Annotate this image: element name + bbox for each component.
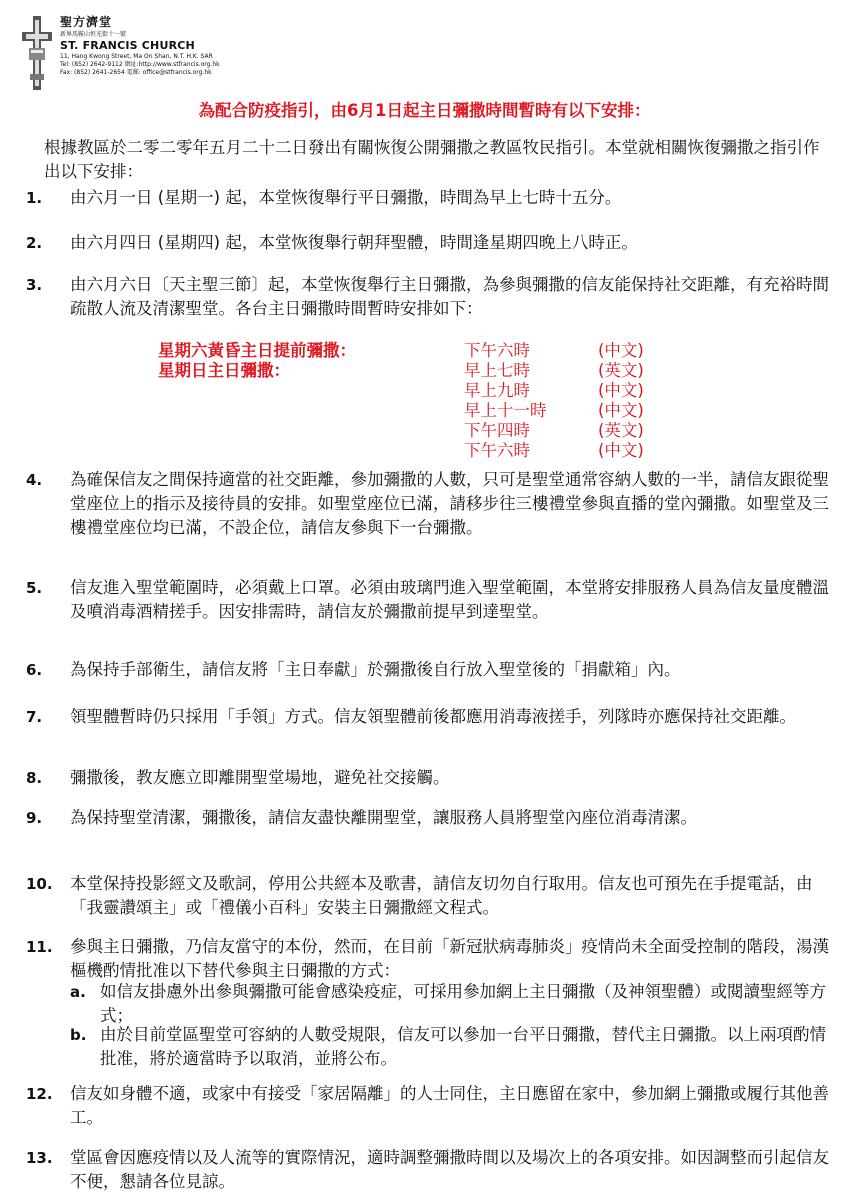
church-chinese-address: 新界馬鞍山恒光街十一號 bbox=[60, 31, 127, 38]
church-english-address: 11, Hang Kwong Street, Ma On Shan, N.T. H.K. SAR bbox=[60, 53, 213, 60]
item-text: 信友進入聖堂範圍時，必須戴上口罩。必須由玻璃門進入聖堂範圍，本堂將安排服務人員為信友量度體溫及噴消毒酒精搓手。因安排需時，請信友於彌撒前提早到達聖堂。 bbox=[70, 578, 829, 621]
item-number: 3. bbox=[26, 276, 43, 294]
item-text: 參與主日彌撒，乃信友當守的本份，然而，在目前「新冠狀病毒肺炎」疫情尚未全面受控制的階段，湯漢樞機酌情批准以下替代參與主日彌撒的方式： bbox=[70, 937, 829, 980]
item-number: 11. bbox=[26, 938, 53, 956]
item-number: 9. bbox=[26, 809, 43, 827]
mass-time: 早上九時 bbox=[464, 381, 530, 400]
item-text: 為確保信友之間保持適當的社交距離，參加彌撒的人數，只可是聖堂通常容納人數的一半，請信友跟從聖堂座位上的指示及接待員的安排。如聖堂座位已滿，請移步往三樓禮堂參與直播的堂內彌撒。如聖堂及三樓禮堂座位均已滿，不設企位，請信友參與下一台彌撒。 bbox=[70, 470, 829, 537]
mass-language: (英文) bbox=[598, 421, 644, 440]
sub-item-letter: a. bbox=[70, 983, 86, 1001]
item-number: 2. bbox=[26, 234, 43, 252]
mass-time: 下午六時 bbox=[464, 341, 530, 360]
item-text: 彌撒後，教友應立即離開聖堂場地，避免社交接觸。 bbox=[70, 768, 450, 787]
item-number: 7. bbox=[26, 708, 43, 726]
mass-time: 下午四時 bbox=[464, 421, 530, 440]
mass-language: (中文) bbox=[598, 441, 644, 460]
mass-language: (中文) bbox=[598, 401, 644, 420]
notice-title: 為配合防疫指引，由6月1日起主日彌撒時間暫時有以下安排： bbox=[198, 101, 651, 120]
item-text: 由六月六日〔天主聖三節〕起，本堂恢復舉行主日彌撒，為參與彌撒的信友能保持社交距離，有充裕時間疏散人流及清潔聖堂。各台主日彌撒時間暫時安排如下： bbox=[70, 275, 829, 318]
church-chinese-name: 聖方濟堂 bbox=[60, 15, 113, 29]
mass-time: 早上七時 bbox=[464, 361, 530, 380]
item-number: 6. bbox=[26, 661, 43, 679]
letterhead bbox=[20, 14, 280, 104]
item-number: 13. bbox=[26, 1149, 53, 1167]
mass-language: (英文) bbox=[598, 361, 644, 380]
cross-logo-icon bbox=[20, 14, 54, 94]
item-number: 8. bbox=[26, 769, 43, 787]
item-number: 5. bbox=[26, 579, 43, 597]
sub-item-text: 如信友掛慮外出參與彌撒可能會感染疫症，可採用參加網上主日彌撒（及神領聖體）或閱讀聖經等方式； bbox=[100, 982, 826, 1025]
church-tel-line: Tel: (852) 2642-9112 網址:http://www.stfrancis.org.hk bbox=[60, 61, 220, 68]
item-text: 本堂保持投影經文及歌詞，停用公共經本及歌書，請信友切勿自行取用。信友也可預先在手提電話，由「我靈讚頌主」或「禮儀小百科」安裝主日彌撒經文程式。 bbox=[70, 874, 813, 917]
item-text: 為保持手部衛生，請信友將「主日奉獻」於彌撒後自行放入聖堂後的「捐獻箱」內。 bbox=[70, 660, 681, 679]
item-text: 領聖體暫時仍只採用「手領」方式。信友領聖體前後都應用消毒液搓手，列隊時亦應保持社交距離。 bbox=[70, 707, 796, 726]
saturday-mass-label: 星期六黃昏主日提前彌撒： bbox=[158, 341, 356, 360]
mass-language: (中文) bbox=[598, 381, 644, 400]
mass-time: 下午六時 bbox=[464, 441, 530, 460]
mass-language: (中文) bbox=[598, 341, 644, 360]
intro-paragraph: 根據教區於二零二零年五月二十二日發出有關恢復公開彌撒之教區牧民指引。本堂就相關恢復彌撒之指引作出以下安排： bbox=[44, 138, 820, 181]
item-number: 10. bbox=[26, 875, 53, 893]
item-text: 堂區會因應疫情以及人流等的實際情況，適時調整彌撒時間以及場次上的各項安排。如因調整而引起信友不便，懇請各位見諒。 bbox=[70, 1148, 829, 1191]
church-fax-line: Fax: (852) 2641-2654 電郵: office@stfrancis.org.hk bbox=[60, 69, 212, 76]
item-text: 由六月一日 (星期一) 起，本堂恢復舉行平日彌撒，時間為早上七時十五分。 bbox=[70, 188, 622, 207]
item-text: 信友如身體不適，或家中有接受「家居隔離」的人士同住，主日應留在家中，參加網上彌撒或履行其他善工。 bbox=[70, 1084, 829, 1127]
item-number: 4. bbox=[26, 471, 43, 489]
mass-time: 早上十一時 bbox=[464, 401, 547, 420]
church-english-name: ST. FRANCIS CHURCH bbox=[60, 39, 195, 52]
item-text: 由六月四日 (星期四) 起，本堂恢復舉行朝拜聖體，時間逢星期四晚上八時正。 bbox=[70, 233, 638, 252]
sub-item-letter: b. bbox=[70, 1026, 87, 1044]
item-number: 1. bbox=[26, 189, 43, 207]
sunday-mass-label: 星期日主日彌撒： bbox=[158, 361, 290, 380]
letterhead-text bbox=[60, 14, 220, 77]
item-text: 為保持聖堂清潔，彌撒後，請信友盡快離開聖堂，讓服務人員將聖堂內座位消毒清潔。 bbox=[70, 808, 697, 827]
sub-item-text: 由於目前堂區聖堂可容納的人數受規限，信友可以參加一台平日彌撒，替代主日彌撒。以上兩項酌情批准，將於適當時予以取消，並將公布。 bbox=[100, 1025, 826, 1068]
item-number: 12. bbox=[26, 1085, 53, 1103]
